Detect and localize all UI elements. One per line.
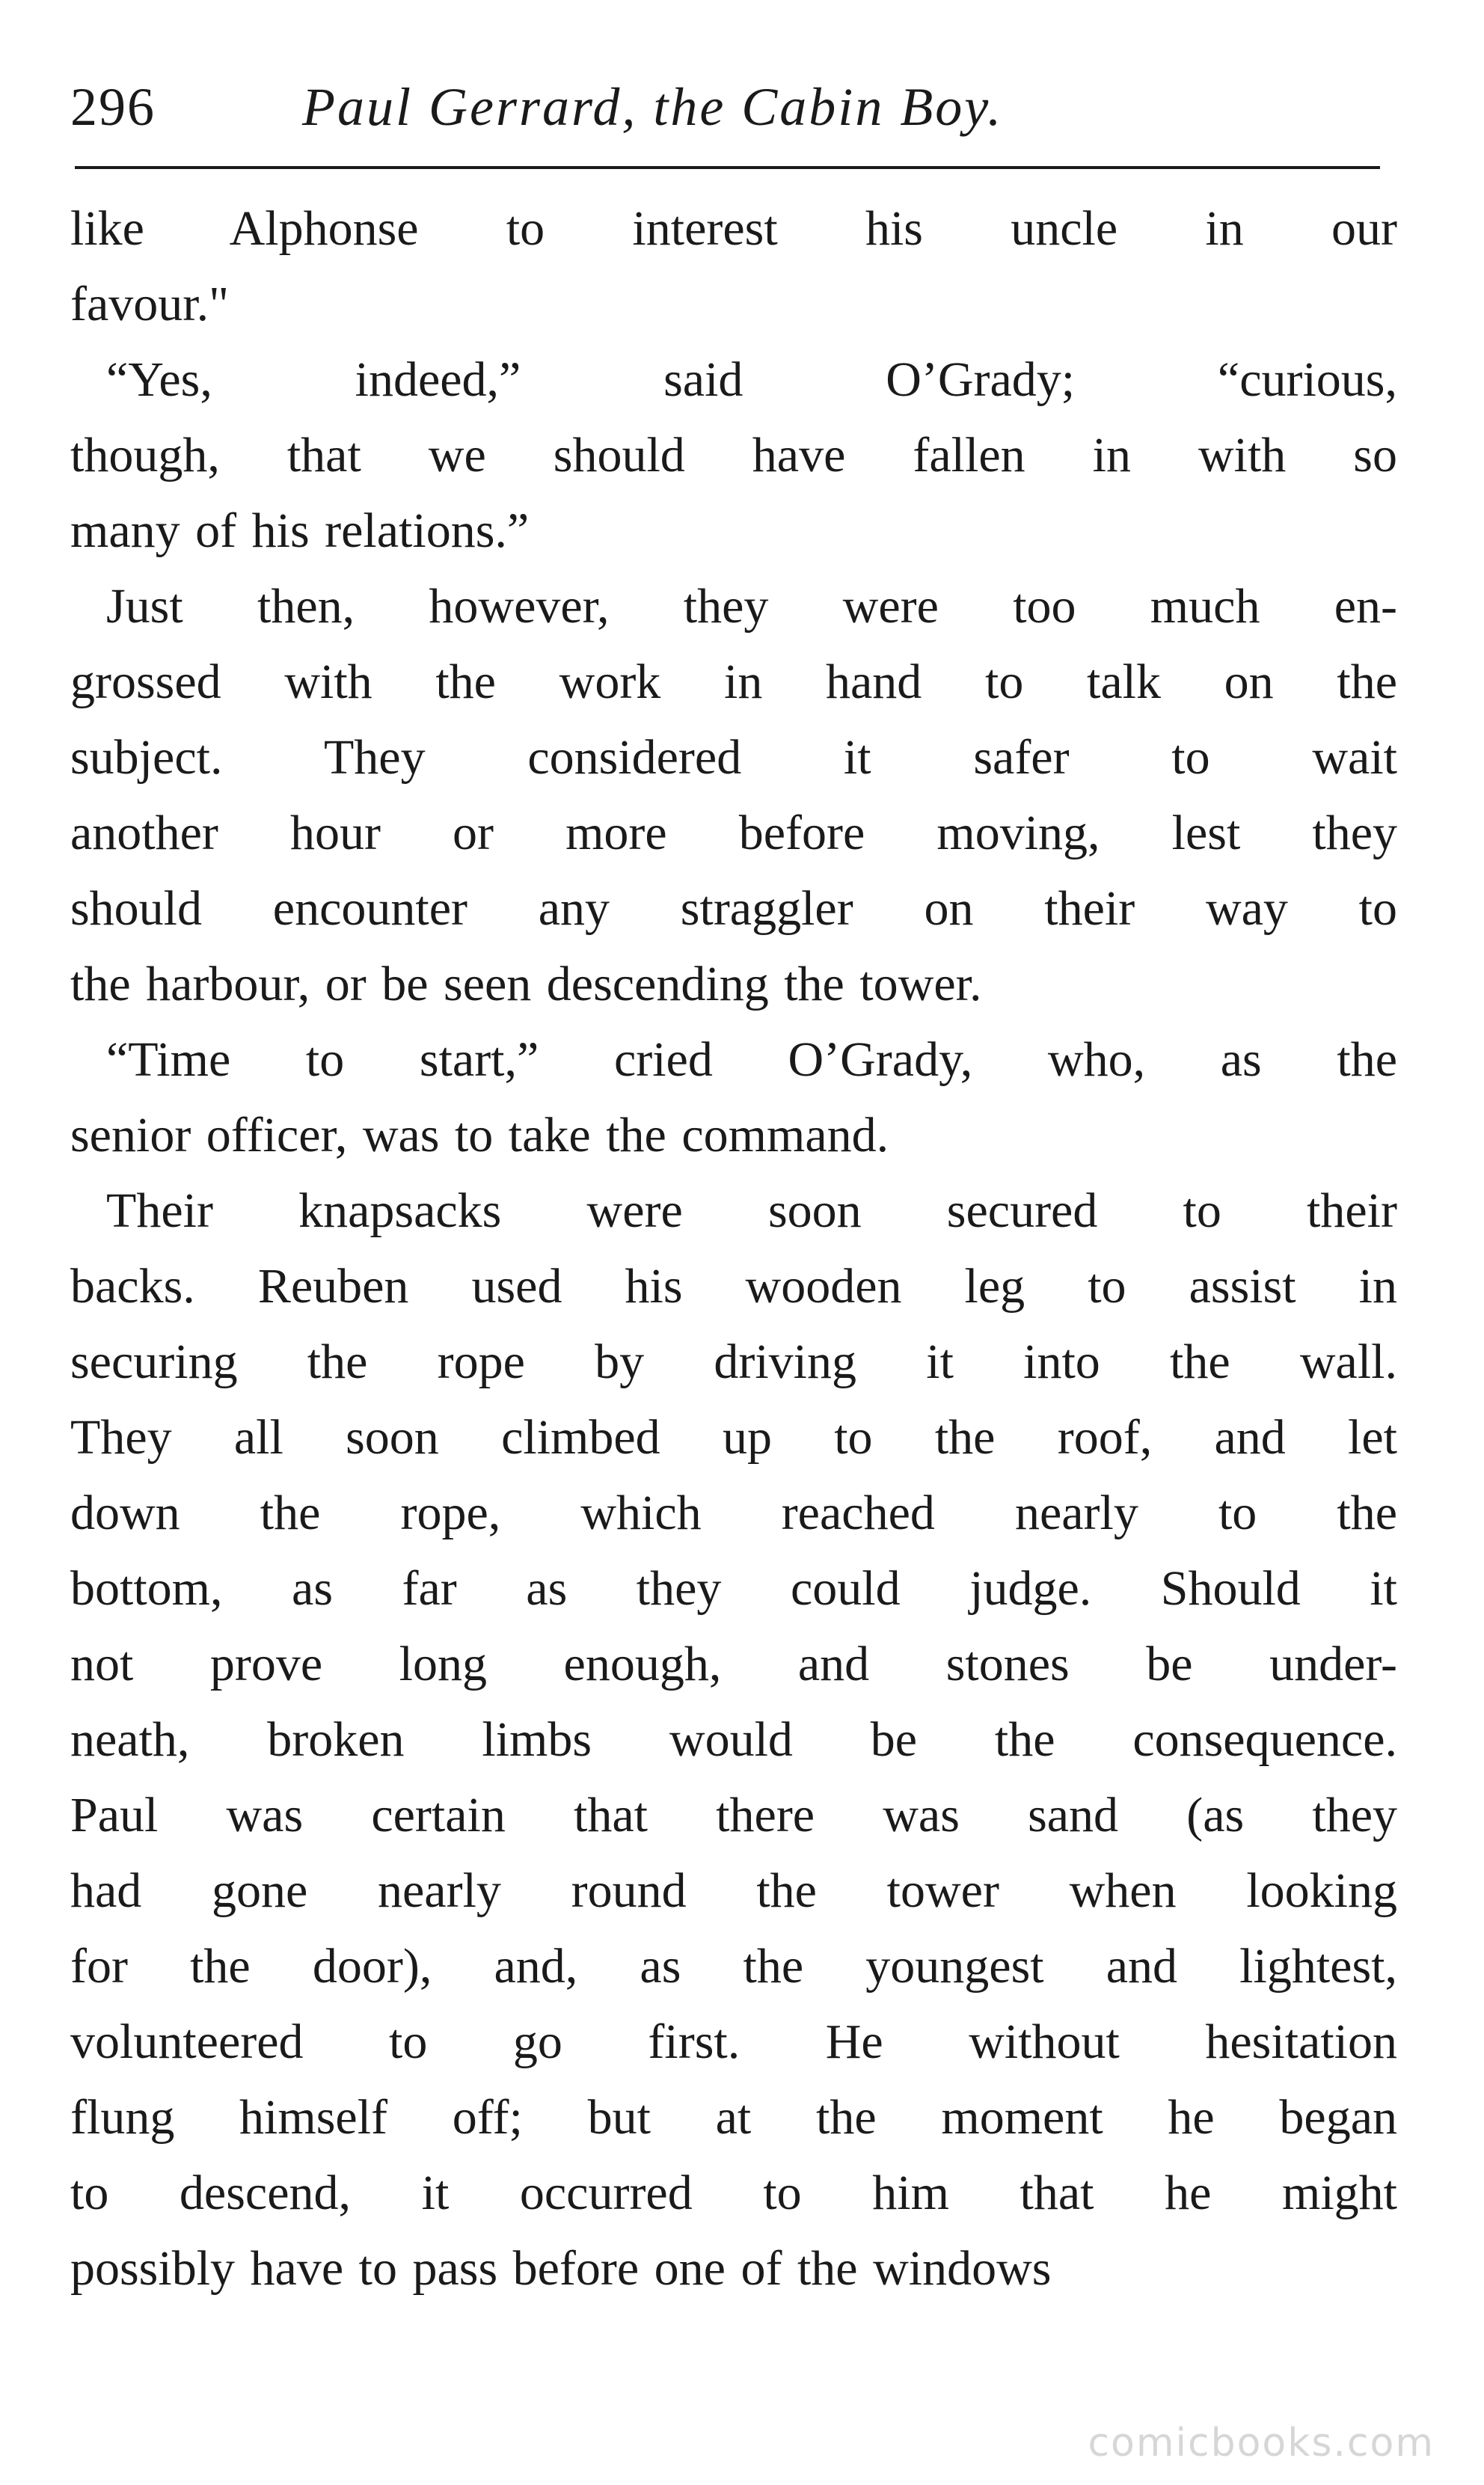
text-line: flung himself off; but at the moment he began xyxy=(70,2090,1397,2145)
paragraph xyxy=(70,342,1397,569)
text-line: for the door), and, as the youngest and lightest, xyxy=(70,1939,1397,1994)
text-line: grossed with the work in hand to talk on the xyxy=(70,655,1397,709)
text-line: backs. Reuben used his wooden leg to assist in xyxy=(70,1259,1397,1314)
text-line: possibly have to pass before one of the windows xyxy=(70,2241,1052,2296)
text-line: Paul was certain that there was sand (as they xyxy=(70,1788,1397,1842)
body-text xyxy=(70,191,1397,2306)
text-line: They all soon climbed up to the roof, and let xyxy=(70,1410,1397,1465)
running-title: Paul Gerrard, the Cabin Boy. xyxy=(302,77,1004,137)
text-line: bottom, as far as they could judge. Should it xyxy=(70,1561,1397,1616)
text-line: another hour or more before moving, lest they xyxy=(70,806,1397,860)
text-line: had gone nearly round the tower when looking xyxy=(70,1863,1397,1918)
text-line: down the rope, which reached nearly to the xyxy=(70,1486,1397,1540)
paragraph xyxy=(70,569,1397,1022)
header-rule xyxy=(75,166,1380,169)
text-line: the harbour, or be seen descending the tower. xyxy=(70,957,982,1011)
text-line: subject. They considered it safer to wait xyxy=(70,730,1397,785)
text-line: volunteered to go first. He without hesitation xyxy=(70,2014,1397,2069)
text-line: “Time to start,” cried O’Grady, who, as the xyxy=(106,1032,1397,1087)
text-line: Just then, however, they were too much en- xyxy=(106,579,1397,634)
text-line: neath, broken limbs would be the consequence. xyxy=(70,1712,1397,1767)
text-line: securing the rope by driving it into the wall. xyxy=(70,1335,1397,1389)
text-line: should encounter any straggler on their way to xyxy=(70,881,1397,936)
text-line: “Yes, indeed,” said O’Grady; “curious, xyxy=(106,352,1397,407)
text-line: like Alphonse to interest his uncle in our xyxy=(70,201,1397,256)
paragraph xyxy=(70,1173,1397,2306)
text-line: senior officer, was to take the command. xyxy=(70,1108,889,1162)
paragraph xyxy=(70,1022,1397,1173)
text-line: to descend, it occurred to him that he might xyxy=(70,2166,1397,2220)
page-number: 296 xyxy=(70,77,156,137)
text-line: Their knapsacks were soon secured to their xyxy=(106,1183,1397,1238)
paragraph xyxy=(70,191,1397,342)
text-line: favour." xyxy=(70,277,230,331)
watermark: comicbooks.com xyxy=(1088,2421,1435,2466)
text-line: many of his relations.” xyxy=(70,503,530,558)
text-line: not prove long enough, and stones be under- xyxy=(70,1637,1397,1691)
text-line: though, that we should have fallen in with so xyxy=(70,428,1397,482)
page-header xyxy=(70,66,1402,148)
